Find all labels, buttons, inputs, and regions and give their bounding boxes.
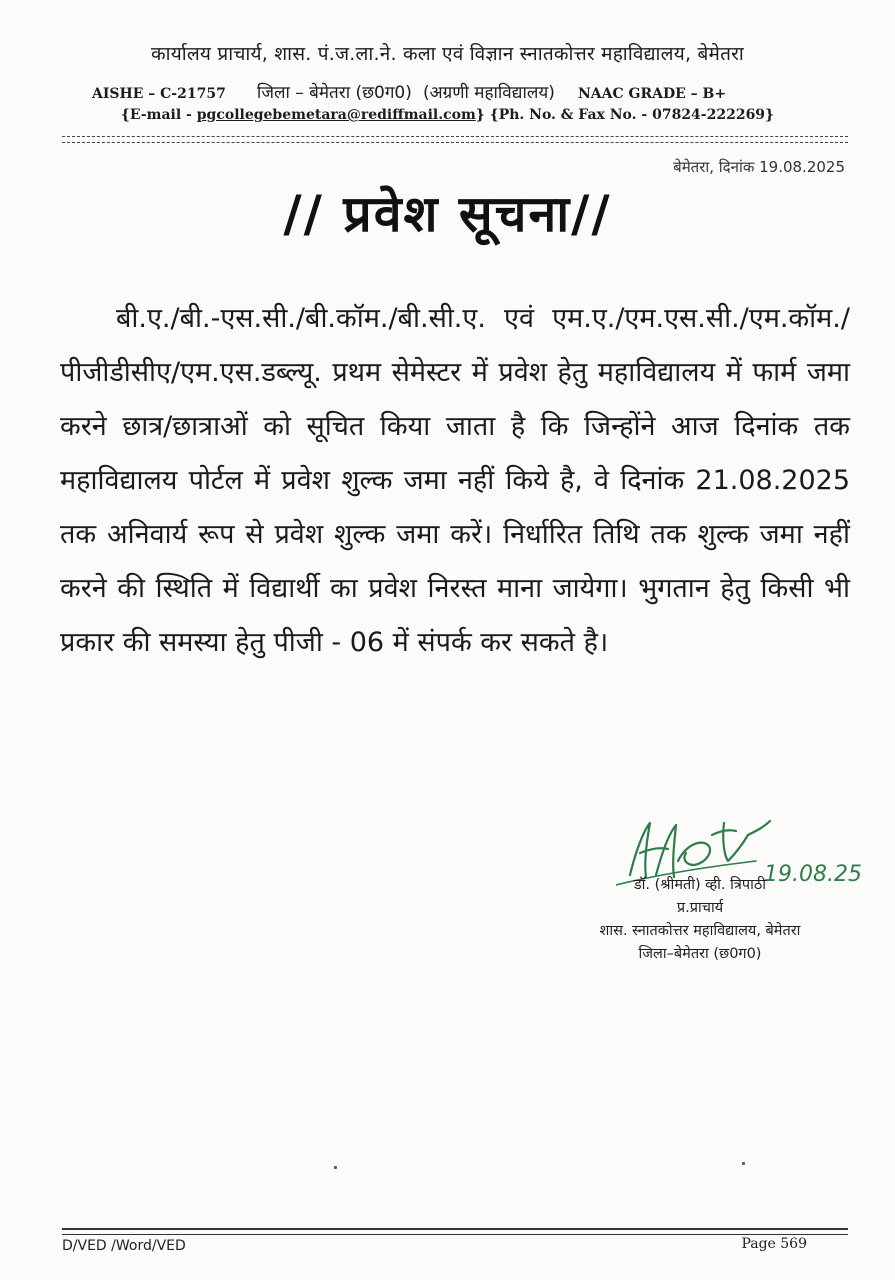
notice-body: बी.ए./बी.-एस.सी./बी.कॉम./बी.सी.ए. एवं एम.ए./एम.एस.सी./एम.कॉम./पीजीडीसीए/एम.एस.डब्ल्यू. प्रथम सेमेस्टर में प्रवेश हेतु महाविद्यालय में फार्म जमा करने छात्र/छात्राओं को सूचित किया जाता है कि जिन्होंने आज दिनांक तक महाविद्यालय पोर्टल में प्रवेश शुल्क जमा नहीं किये है, वे दिनांक 21.08.2025 तक अनिवार्य रूप से प्रवेश शुल्क जमा करें। निर्धारित तिथि तक शुल्क जमा नहीं करने की स्थिति में विद्यार्थी का प्रवेश निरस्त माना जायेगा। भुगतान हेतु किसी भी प्रकार की समस्या हेतु पीजी - 06 में संपर्क कर सकते है।: [60, 303, 850, 658]
contact-row: [0, 107, 895, 123]
email-suffix: }: [475, 107, 485, 123]
signatory-designation: प्र.प्राचार्य: [676, 900, 724, 916]
notice-title: // प्रवेश सूचना//: [283, 185, 612, 243]
phone-fax: {Ph. No. & Fax No. - 07824-222269}: [489, 107, 775, 123]
footer-page-number: Page 569: [741, 1236, 807, 1252]
header-district: जिला – बेमेतरा (छ0ग0): [256, 83, 412, 103]
signatory-name: डॉ. (श्रीमती) व्ही. त्रिपाठी: [633, 877, 767, 893]
email-link[interactable]: pgcollegebemetara@rediffmail.com: [196, 107, 476, 123]
lead-college-label: (अग्रणी महाविद्यालय): [422, 83, 555, 103]
aishe-code: AISHE – C-21757: [92, 86, 226, 102]
signatory-block: [540, 874, 860, 966]
header-info-row: [92, 80, 852, 103]
footer-doc-path: D/VED /Word/VED: [62, 1238, 186, 1254]
naac-grade: NAAC GRADE – B+: [577, 86, 727, 102]
handwritten-date: 19.08.25: [764, 862, 862, 887]
scan-speck: [334, 1166, 337, 1169]
office-heading: कार्यालय प्राचार्य, शास. पं.ज.ला.ने. कला एवं विज्ञान स्नातकोत्तर महाविद्यालय, बेमेतरा: [151, 43, 744, 65]
signatory-institution: शास. स्नातकोत्तर महाविद्यालय, बेमेतरा: [599, 923, 801, 939]
header-divider: [62, 136, 848, 143]
email-prefix: {E-mail -: [120, 107, 197, 123]
footer-divider: [62, 1228, 848, 1235]
signatory-district: जिला–बेमेतरा (छ0ग0): [638, 946, 762, 962]
scan-speck: [742, 1162, 745, 1165]
notice-date: बेमेतरा, दिनांक 19.08.2025: [673, 158, 845, 176]
